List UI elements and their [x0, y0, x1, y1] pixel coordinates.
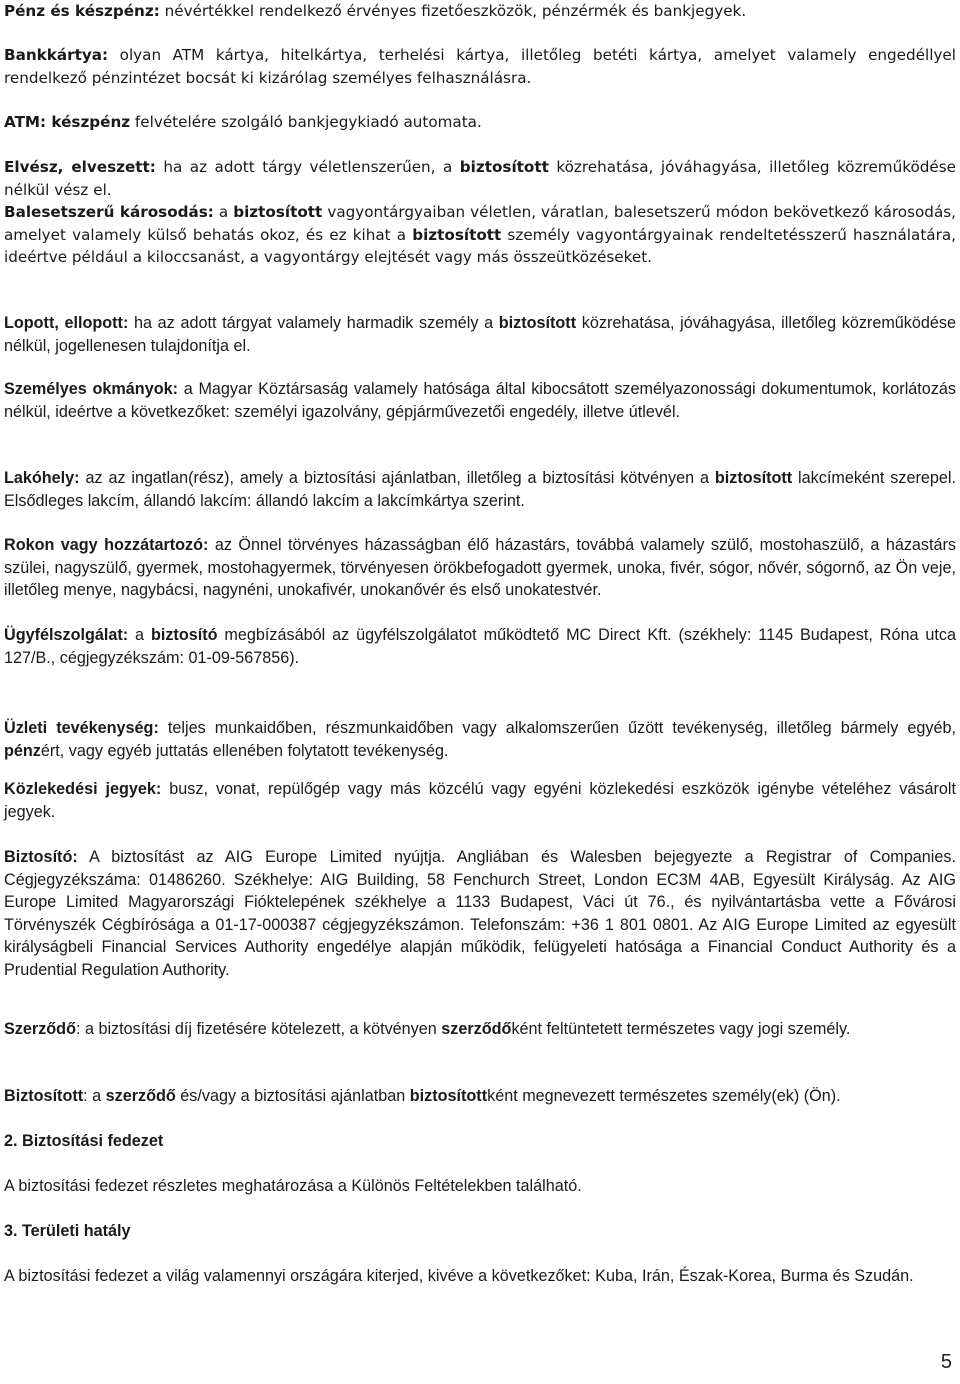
- section-3-heading: 3. Területi hatály: [4, 1222, 131, 1240]
- definition-atm: ATM: készpénz felvételére szolgáló bankjegykiadó automata.: [4, 113, 482, 131]
- definition-lakohely: Lakóhely: az az ingatlan(rész), amely a biztosítási ajánlatban, illetőleg a biztosítási kötvényen a biztosított lakcímeként szerepel. Elsődleges lakcím, állandó lakcím: állandó lakcím a lakcímkártya szerint.: [4, 469, 956, 510]
- definition-bankkartya: Bankkártya: olyan ATM kártya, hitelkártya, terhelési kártya, illetőleg betéti kártya, amelyet valamely engedéllyel rendelkező pénzintézet bocsát ki kizárólag személyes felhasználásra.: [4, 46, 956, 87]
- definition-szemelyes-okmanyok: Személyes okmányok: a Magyar Köztársaság valamely hatósága által kibocsátott személyazonossági dokumentumok, korlátozás nélkül, ideértve a következőket: személyi igazolvány, gépjárművezetői engedély, illetve útlevél.: [4, 380, 956, 421]
- section-3-text: A biztosítási fedezet a világ valamennyi országára kiterjed, kivéve a következőket: Kuba, Irán, Észak-Korea, Burma és Szudán.: [4, 1267, 914, 1285]
- section-2-heading: 2. Biztosítási fedezet: [4, 1132, 164, 1150]
- definition-szerzodo: Szerződő: a biztosítási díj fizetésére kötelezett, a kötvényen szerződőként feltüntetett természetes vagy jogi személy.: [4, 1020, 851, 1038]
- page-number: 5: [940, 1351, 952, 1373]
- section-2-text: A biztosítási fedezet részletes meghatározása a Különös Feltételekben található.: [4, 1177, 582, 1195]
- definition-elvesz: Elvész, elveszett: ha az adott tárgy véletlenszerűen, a biztosított közrehatása, jóváhagyása, illetőleg közreműködése nélkül vész el.: [4, 158, 957, 199]
- definition-penz: Pénz és készpénz: névértékkel rendelkező érvényes fizetőeszközök, pénzérmék és bankjegyek.: [4, 2, 747, 20]
- definition-biztosito: Biztosító: A biztosítást az AIG Europe Limited nyújtja. Angliában és Walesben bejegyezte a Registrar of Companies. Cégjegyzékszáma: 01486260. Székhelye: AIG Building, 58 Fenchurch Street, London EC3M 4AB, Egyesült Királyság. Az AIG Europe Limited Magyarországi Fióktelepének székhelye a 1133 Budapest, Váci út 76., és nyilvántartásba vette a Fővárosi Törvényszék Cégbírósága a 01-17-000387 cégjegyzékszámon. Telefonszám: +36 1 801 0801. Az AIG Europe Limited az egyesült királyságbeli Financial Services Authority engedélye alapján működik, felügyeleti hatósága a Financial Conduct Authority és a Prudential Regulation Authority.: [4, 848, 956, 979]
- definition-balesetszeru: Balesetszerű károsodás: a biztosított vagyontárgyaiban véletlen, váratlan, balesetszerű módon bekövetkező károsodás, amelyet valamely külső behatás okoz, és ez kihat a biztosított személy vagyontárgyainak rendeltetésszerű használatára, ideértve például a kiloccsanást, a vagyontárgy elejtését vagy más összeütközéseket.: [4, 203, 956, 267]
- definition-kozlekedesi-jegyek: Közlekedési jegyek: busz, vonat, repülőgép vagy más közcélú vagy egyéni közlekedési eszközök igénybe vételéhez vásárolt jegyek.: [4, 780, 956, 821]
- definition-lopott: Lopott, ellopott: ha az adott tárgyat valamely harmadik személy a biztosított közrehatása, jóváhagyása, illetőleg közreműködése nélkül, jogellenesen tulajdonítja el.: [4, 314, 957, 355]
- definition-ugyfelszolgalat: Ügyfélszolgálat: a biztosító megbízásából az ügyfélszolgálatot működtető MC Direct Kft. (székhely: 1145 Budapest, Róna utca 127/B., cégjegyzékszám: 01-09-567856).: [4, 626, 956, 667]
- definition-biztositott: Biztosított: a szerződő és/vagy a biztosítási ajánlatban biztosítottként megnevezett természetes személy(ek) (Ön).: [4, 1087, 841, 1105]
- definition-uzleti-tevekenyseg: Üzleti tevékenység: teljes munkaidőben, részmunkaidőben vagy alkalomszerűen űzött tevékenység, illetőleg bármely egyéb, pénzért, vagy egyéb juttatás ellenében folytatott tevékenység.: [4, 719, 957, 760]
- definition-rokon: Rokon vagy hozzátartozó: az Önnel törvényes házasságban élő házastárs, továbbá valamely szülő, mostohaszülő, a házastárs szülei, nagyszülő, gyermek, mostohagyermek, törvényesen örökbefogadott gyermek, unoka, fivér, sógor, nővér, sógornő, az Ön veje, illetőleg menye, nagybácsi, nagynéni, unokafivér, unokanővér és első unokatestvér.: [4, 536, 957, 600]
